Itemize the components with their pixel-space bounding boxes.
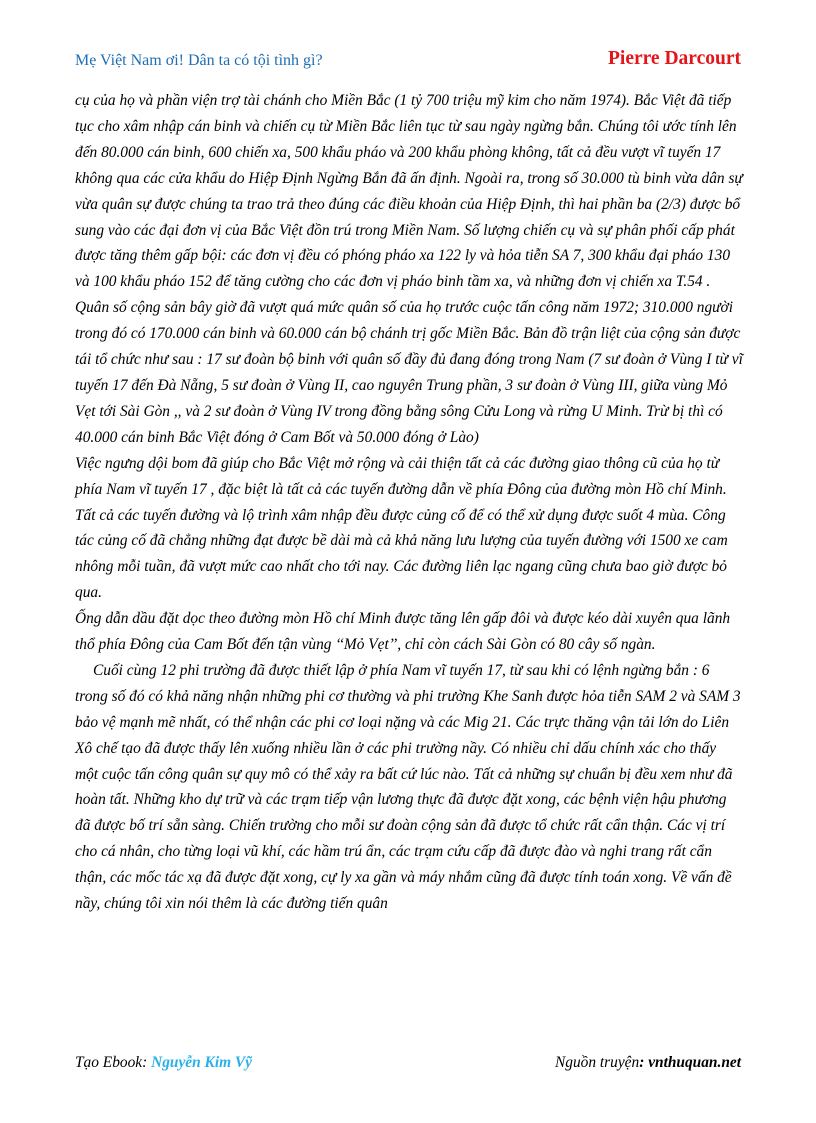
ebook-credit (75, 1054, 252, 1072)
paragraph: Tất cả các tuyến đường và lộ trình xâm nhập đều được củng cố để có thể xử dụng được suốt 4 mùa. Công tác củng cố đã chẳng những đạt được bề dài mà cả khả năng lưu lượng của tuyến đường với 1500 xe cam nhông mỗi tuần, đã vượt mức cao nhất cho tới nay. Các đường liên lạc ngang cũng chưa bao giờ được bỏ qua. (75, 506, 728, 602)
paragraph: Ống dẫn dầu đặt dọc theo đường mòn Hồ chí Minh được tăng lên gấp đôi và được kéo dài xuyên qua lãnh thổ phía Đông của Cam Bốt đến tận vùng ‘‘Mỏ Vẹt’’, chỉ còn cách Sài Gòn có 80 cây số ngàn. (75, 610, 731, 654)
ebook-credit-label: Tạo Ebook (75, 1054, 143, 1071)
book-title: Mẹ Việt Nam ơi! Dân ta có tội tình gì? (75, 52, 323, 69)
paragraph: Việc ngưng dội bom đã giúp cho Bắc Việt mở rộng và cải thiện tất cả các đường giao thông cũ của họ từ phía Nam vĩ tuyến 17 , đặc biệt là tất cả các tuyến đường dẫn về phía Đông của đường mòn Hồ chí Minh. (75, 454, 727, 498)
source-label: Nguồn truyện (554, 1054, 640, 1071)
page-footer (75, 1054, 741, 1078)
ebook-creator-name: Nguyễn Kim Vỹ (151, 1054, 253, 1071)
ebook-credit-separator: : (142, 1054, 152, 1071)
source-site: vnthuquan.net (648, 1054, 741, 1071)
source-credit (555, 1054, 741, 1072)
paragraph: Cuối cùng 12 phi trường đã được thiết lập ở phía Nam vĩ tuyến 17, từ sau khi có lệnh ngừng bắn : 6 trong số đó có khả năng nhận những phi cơ thường và phi trường Khe Sanh được hỏa tiễn SAM 2 và SAM 3 bảo vệ mạnh mẽ nhất, có thể nhận các phi cơ loại nặng và các Mig 21. Các trực thăng vận tải lớn do Liên Xô chế tạo đã được thấy lên xuống nhiều lần ở các phi trường nầy. Có nhiều chỉ dấu chính xác cho thấy một cuộc tấn công quân sự quy mô có thể xảy ra bất cứ lúc nào. Tất cả những sự chuẩn bị đều xem như đã hoàn tất. Những kho dự trữ và các trạm tiếp vận lương thực đã được đặt xong, các bệnh viện hậu phương đã được bố trí sẵn sàng. Chiến trường cho mỗi sư đoàn cộng sản đã được tổ chức rất cẩn thận. Các vị trí cho cá nhân, cho từng loại vũ khí, các hầm trú ẩn, các trạm cứu cấp đã được đào và nghi trang rất cẩn thận, các mốc tác xạ đã được đặt xong, cự ly xa gần và máy nhắm cũng đã được tính toán xong. Về vấn đề nầy, chúng tôi xin nói thêm là các đường tiến quân (75, 661, 741, 913)
paragraph: cụ của họ và phần viện trợ tài chánh cho Miền Bắc (1 tỷ 700 triệu mỹ kim cho năm 1974). Bắc Việt đã tiếp tục cho xâm nhập cán binh và chiến cụ từ Miền Bắc liên tục từ sau ngày ngừng bắn. Chúng tôi ước tính lên đến 80.000 cán binh, 600 chiến xa, 500 khẩu pháo và 200 khẩu phòng không, tất cả đều vượt vĩ tuyến 17 không qua các cửa khẩu do Hiệp Định Ngừng Bắn đã ấn định. Ngoài ra, trong số 30.000 tù binh vừa dân sự vừa quân sự được chúng ta trao trả theo đúng các điều khoản của Hiệp Định, thì hai phần ba (2/3) được bổ sung vào các đại đơn vị của Bắc Việt đồn trú trong Miền Nam. Số lượng chiến cụ và sự phân phối cấp phát được tăng thêm gấp bội: các đơn vị đều có phóng pháo xa 122 ly và hỏa tiễn SA 7, 300 khẩu đại pháo 130 và 100 khẩu pháo 152 để tăng cường cho các đơn vị pháo binh tầm xa, và những đơn vị chiến xa T.54 . Quân số cộng sản bây giờ đã vượt quá mức quân số của họ trước cuộc tấn công năm 1972; 310.000 người trong đó có 170.000 cán binh và 60.000 cán bộ chánh trị gốc Miền Bắc. Bản đồ trận liệt của cộng sản được tái tổ chức như sau : 17 sư đoàn bộ binh với quân số đầy đủ đang đóng trong Nam (7 sư đoàn ở Vùng I từ vĩ tuyến 17 đến Đà Nẵng, 5 sư đoàn ở Vùng II, cao nguyên Trung phần, 3 sư đoàn ở Vùng III, giữa vùng Mỏ Vẹt tới Sài Gòn ,, và 2 sư đoàn ở Vùng IV trong đồng bằng sông Cửu Long và rừng U Minh. Trừ bị thì có 40.000 cán binh Bắc Việt đóng ở Cam Bốt và 50.000 đóng ở Lào) (75, 92, 743, 446)
body-text (75, 88, 743, 917)
source-separator: : (639, 1054, 649, 1071)
page-header (75, 48, 741, 76)
author-name: Pierre Darcourt (607, 48, 741, 69)
